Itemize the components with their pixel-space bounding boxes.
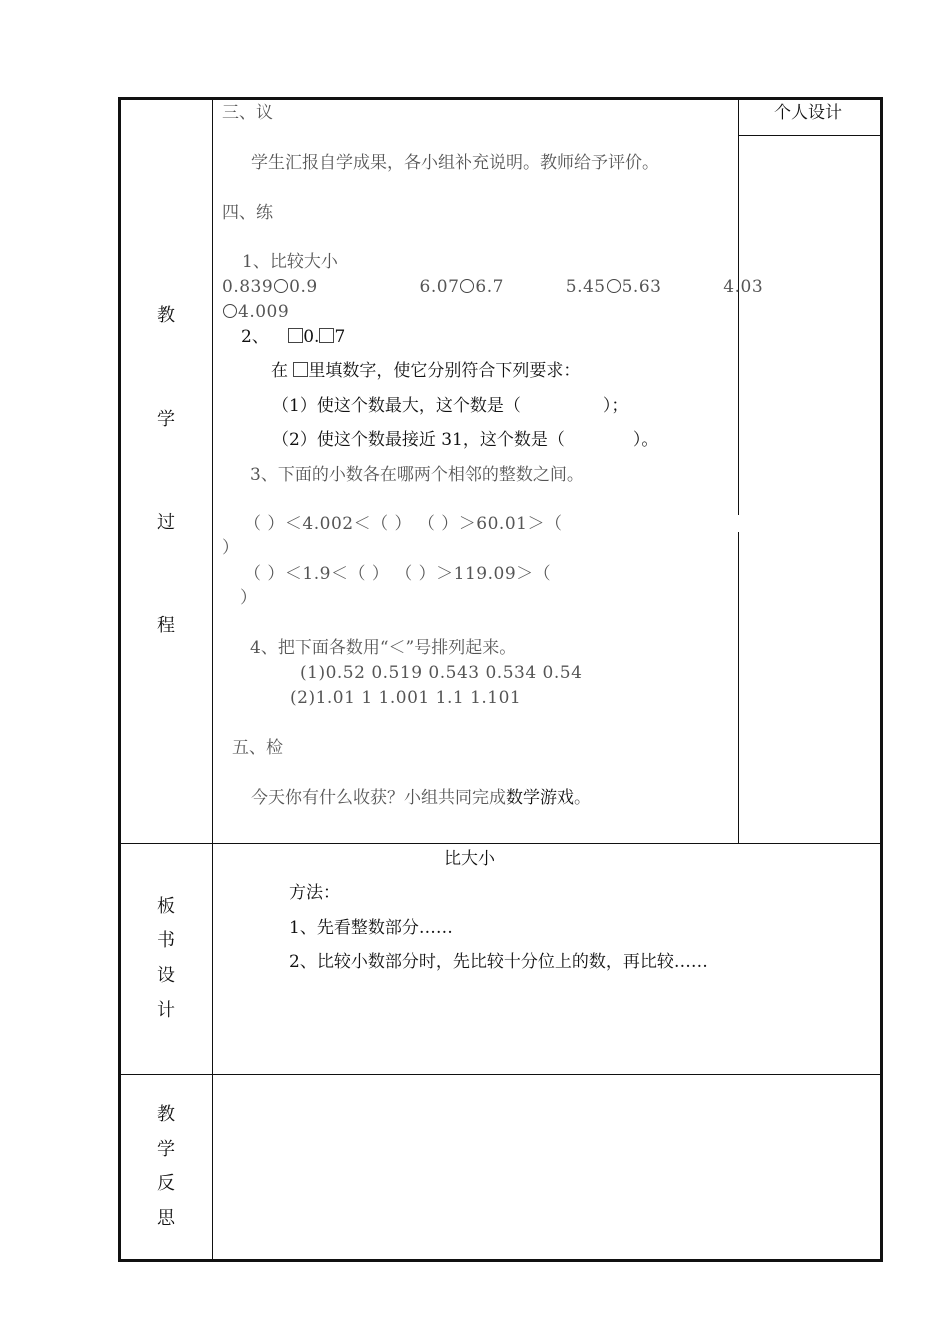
question-3-row-2a: （ ）＜1.9＜（ ） （ ）＞119.09＞（: [244, 564, 552, 584]
q2-item1-a: （1）使这个数最大，这个数是（: [272, 396, 521, 416]
board-method: 方法：: [289, 883, 340, 903]
row-divider-board: [118, 1074, 883, 1075]
table-border-bottom: [118, 1259, 883, 1262]
board-step-1: 1、先看整数部分……: [289, 918, 453, 938]
label-reflection-1: 教: [157, 1104, 175, 1125]
sec5-text-c: 。: [574, 788, 591, 808]
q2-instr-a: 在: [271, 361, 288, 381]
section-3-title: 三、议: [222, 103, 273, 123]
q2-label: 2、: [241, 327, 269, 347]
q1-value-d: 6.7: [475, 277, 504, 297]
label-reflection-4: 思: [157, 1208, 175, 1229]
label-reflection-3: 反: [157, 1173, 175, 1194]
question-2-item-1: [272, 395, 628, 417]
q1-value-c: 6.07: [419, 277, 460, 297]
section-4-title: 四、练: [222, 203, 273, 223]
q2-item2-a: （2）使这个数最接近 31，这个数是（: [272, 430, 565, 450]
label-process-1: 教: [157, 305, 175, 326]
question-2-instruction: [271, 360, 580, 382]
q2-expr-a: 0.: [303, 327, 320, 347]
board-title: 比大小: [444, 849, 495, 869]
section-3-text: 学生汇报自学成果，各小组补充说明。教师给予评价。: [251, 153, 659, 173]
question-2-title: [241, 326, 345, 348]
label-process-4: 程: [157, 615, 175, 636]
table-border-top: [118, 97, 883, 100]
blank-box-icon[interactable]: [293, 362, 308, 377]
personal-column-divider-upper: [738, 97, 739, 515]
question-4-title: 4、把下面各数用“＜”号排列起来。: [250, 638, 517, 658]
q1-value-e: 5.45: [565, 277, 606, 297]
personal-design-header: 个人设计: [774, 103, 842, 123]
compare-circle-icon[interactable]: [607, 279, 621, 293]
blank-box-icon[interactable]: [319, 328, 334, 343]
q2-item2-b: ）。: [632, 430, 659, 450]
q1-value-b: 0.9: [289, 277, 318, 297]
table-border-left: [118, 97, 121, 1262]
q2-expr-b: 7: [334, 327, 346, 347]
label-board-2: 书: [157, 930, 175, 951]
label-board-4: 计: [157, 1000, 175, 1021]
q1-value-h: 4.009: [238, 302, 290, 322]
blank-box-icon[interactable]: [288, 328, 303, 343]
personal-column-divider-lower: [738, 532, 739, 844]
compare-circle-icon[interactable]: [274, 279, 288, 293]
label-board-1: 板: [157, 896, 175, 917]
question-3-row-1a: （ ）＜4.002＜（ ） （ ）＞60.01＞（: [244, 514, 563, 534]
question-1-row-2: [222, 301, 289, 323]
sec5-text-a: 今天你有什么收获？小组共同完成: [251, 788, 506, 808]
question-3-row-1b: ）: [222, 538, 239, 558]
label-process-3: 过: [157, 512, 175, 533]
q2-item1-b: ）；: [602, 396, 629, 416]
question-3-row-2b: ）: [240, 588, 257, 608]
question-4-row-2: (2)1.01 1 1.001 1.1 1.101: [290, 688, 522, 708]
section-5-title: 五、检: [232, 738, 283, 758]
label-column-divider: [212, 97, 213, 1262]
row-divider-process: [118, 843, 883, 844]
personal-header-divider: [738, 135, 881, 136]
sec5-text-b: 数学游戏: [506, 788, 574, 808]
table-border-right: [880, 97, 883, 1262]
board-step-2: 2、比较小数部分时，先比较十分位上的数，再比较……: [289, 952, 708, 972]
q2-instr-b: 里填数字，使它分别符合下列要求：: [308, 361, 581, 381]
q1-value-f: 5.63: [621, 277, 662, 297]
section-5-text: [251, 787, 591, 809]
question-3-title: 3、下面的小数各在哪两个相邻的整数之间。: [250, 465, 584, 485]
compare-circle-icon[interactable]: [223, 304, 237, 318]
question-1-row-1: [222, 276, 763, 298]
compare-circle-icon[interactable]: [460, 279, 474, 293]
label-process-2: 学: [157, 409, 175, 430]
question-1-title: 1、比较大小: [242, 252, 338, 272]
q1-value-g: 4.03: [723, 277, 764, 297]
q1-value-a: 0.839: [222, 277, 274, 297]
label-board-3: 设: [157, 965, 175, 986]
label-reflection-2: 学: [157, 1139, 175, 1160]
question-2-item-2: [272, 429, 658, 451]
question-4-row-1: (1)0.52 0.519 0.543 0.534 0.54: [300, 663, 583, 683]
